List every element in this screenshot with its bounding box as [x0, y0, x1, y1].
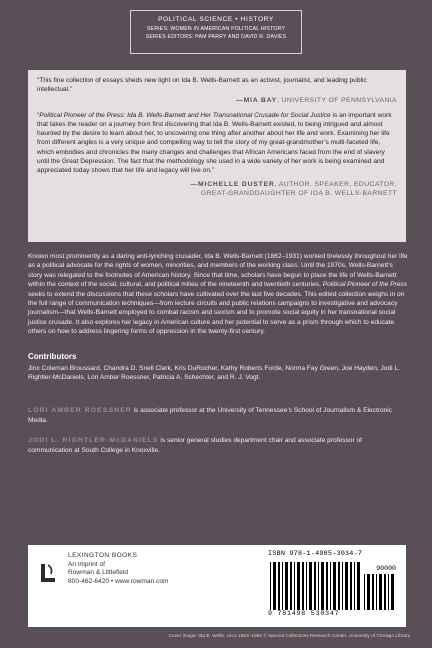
editor-bio-1 [28, 406, 408, 425]
review-1-text: “This fine collection of essays sheds new light on Ida B. Wells-Barnett as an activist, journalist, and leading public intellectual.” [37, 77, 367, 94]
barcode-bar [294, 562, 295, 610]
credit-prefix: Cover image: [168, 634, 199, 639]
barcode-bar [376, 574, 377, 610]
barcode-bar [384, 574, 386, 610]
description-part-1: Known most prominently as a daring anti-lynching crusader, Ida B. Wells-Barnett (1862–1931) worked tirelessly throughout her life as a political advocate for the rights of women, minorities, and members of the working class. Until the 1970s, Wells-Barnett’s story was relegated to the footnotes of American history. Since that time, scholars have begun to place the life of Wells-Barnett within the context of the social, cultural, and political milieu of the nineteenth and twentieth centuries. [28, 253, 408, 289]
series-category: POLITICAL SCIENCE • HISTORY [158, 16, 274, 23]
isbn-text: ISBN 978-1-4985-3034-7 [268, 550, 363, 558]
credit-text: Ida B. Wells, circa 1893–1894 © Special Collections Research Center, University of Chicago Library [198, 634, 410, 639]
editor-bio-2-text: is senior general studies department chair and associate professor of communication at South College in Knoxville. [28, 437, 362, 454]
series-box [130, 10, 302, 54]
cover-image-credit [70, 634, 410, 639]
review-1-affiliation: UNIVERSITY OF PENNSYLVANIA [281, 97, 397, 105]
review-2-affiliation-2: GREAT-GRANDDAUGHTER OF IDA B. WELLS-BARNETT [200, 189, 397, 197]
review-2-attribution: —MICHELLE DUSTER, AUTHOR, SPEAKER, EDUCATOR, GREAT-GRANDDAUGHTER OF IDA B. WELLS-BARNETT [190, 180, 397, 197]
publisher-name: LEXINGTON BOOKS [68, 552, 138, 559]
editor-bio-1-text: is associate professor at the University of Tennessee’s School of Journalism & Electronic Media. [28, 407, 393, 424]
series-editors: SERIES EDITORS: PAM PARRY AND DAVID R. DAVIES [145, 33, 287, 40]
barcode-bar [350, 562, 352, 610]
barcode-bar [321, 562, 324, 610]
lexington-logo-icon [37, 562, 59, 586]
barcode-digits: 9 781498 530347 [268, 610, 340, 617]
barcode-bar [309, 562, 312, 610]
barcode-bar [270, 562, 271, 610]
book-description [28, 252, 408, 337]
barcode-bar [306, 562, 307, 610]
barcode-bar [342, 562, 343, 610]
barcode-bar [367, 574, 370, 610]
description-part-2: seeks to extend the discussions that these scholars have cultivated over the last five decades. This edited collection weighs in on the full range of communication techniques—from lecture circuits and public relations campaigns to investigative and advocacy journalism—that Wells-Barnett employed to combat racism and sexism and to promote social equity in her transnational social justice crusade. It also explores her legacy in American culture and her potential to serve as a prism through which to educate others on how to address lingering forms of oppression in the twenty-first century. [28, 290, 405, 336]
contributors-heading: Contributors [28, 352, 77, 361]
review-2-affiliation-1: AUTHOR, SPEAKER, EDUCATOR, [278, 180, 397, 188]
barcode-bar [364, 574, 365, 610]
barcode-price-bars [364, 574, 396, 610]
barcode-bar [345, 562, 348, 610]
publisher-contact: 800-462-6420 • www.rowman.com [68, 577, 169, 585]
barcode-bar [379, 574, 382, 610]
editor-bio-1-name: LORI AMBER ROESSNER [28, 407, 132, 414]
review-2-author: —MICHELLE DUSTER [190, 180, 275, 188]
barcode-bar [297, 562, 300, 610]
barcode-bar [273, 562, 276, 610]
barcode-bar [282, 562, 283, 610]
review-2-text [37, 111, 397, 175]
review-2-book-title: Political Pioneer of the Press: Ida B. Wells-Barnett and Her Transnational Crusade for Social Justice [39, 112, 331, 120]
barcode-bar [357, 562, 360, 610]
series-name: SERIES: WOMEN IN AMERICAN POLITICAL HISTORY [146, 26, 286, 32]
barcode-bar [388, 574, 389, 610]
reviews-panel [28, 70, 406, 242]
publisher-block [28, 545, 406, 627]
publisher-info [68, 552, 169, 586]
review-2-open-quote: “ [37, 112, 40, 120]
description-book-title: Political Pioneer of the Press [322, 281, 407, 289]
editor-bio-2 [28, 436, 408, 455]
price-code: 90000 [376, 565, 396, 572]
barcode-bar [333, 562, 336, 610]
publisher-imprint-1: An imprint of [68, 560, 106, 568]
barcode-bar [278, 562, 280, 610]
review-1-attribution: —MIA BAY, UNIVERSITY OF PENNSYLVANIA [235, 97, 397, 105]
barcode-bar [318, 562, 319, 610]
barcode-bar [290, 562, 292, 610]
barcode-bar [354, 562, 355, 610]
review-1-author: —MIA BAY [235, 97, 278, 105]
barcode-bar [285, 562, 288, 610]
barcode-bar [372, 574, 374, 610]
barcode-bar [330, 562, 331, 610]
barcode-main-bars [270, 562, 360, 610]
barcode-bar [391, 574, 394, 610]
editor-bio-2-name: JODI L. RIGHTLER-McDANIELS [28, 437, 159, 444]
barcode-bar [338, 562, 340, 610]
barcode-bar [302, 562, 304, 610]
isbn-barcode [268, 550, 398, 620]
publisher-imprint-2: Rowman & Littlefield [68, 569, 129, 577]
barcode-bar [314, 562, 316, 610]
contributors-list: Jinx Coleman Broussard, Chandra D. Snell Clark, Kris DuRocher, Kathy Roberts Forde, Norma Fay Green, Joe Hayden, Jodi L. Rightler-McDaniels, Lori Amber Roessner, Patricia A. Schechter, and R. J. Vogt. [28, 365, 400, 382]
barcode-bar [326, 562, 328, 610]
review-2-body: is an important work that takes the reader on a journey from first discovering that Ida B. Wells-Barnett existed, to being intrigued and almost haunted by the desire to learn about her, to uncovering one thing after another about her life and work. Examining her life from different angles is a very unique and compelling way to tell the story of my great-grandmother’s multi-faceted life, which embodies and chronicles the many changes and challenges that African Americans faced from the end of slavery until the Great Depression. The fact that the methodology she used in a wide variety of her work is being examined and appreciated today shows that her life and legacy will live on.” [37, 112, 392, 174]
